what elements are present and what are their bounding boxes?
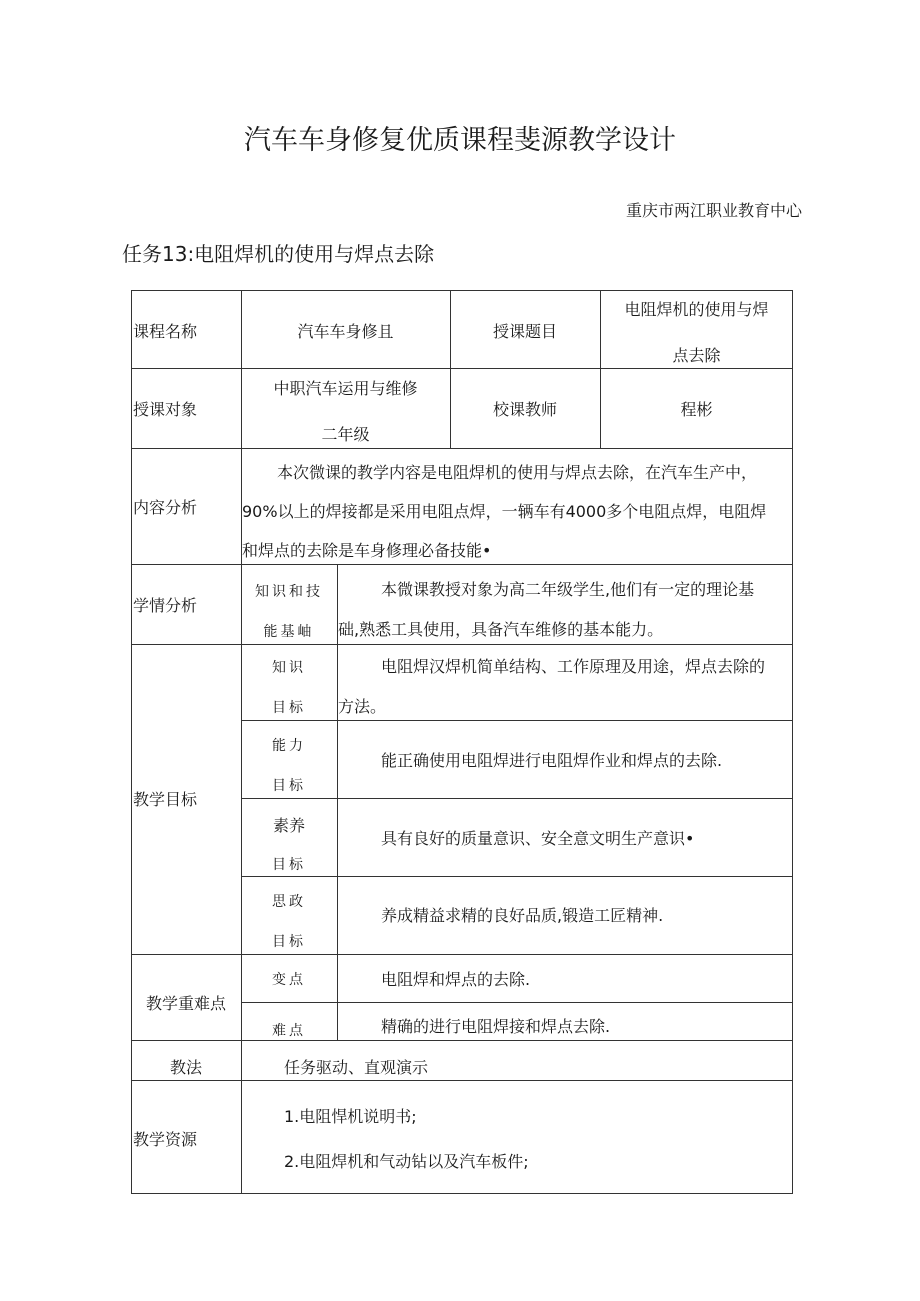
table-row-divider xyxy=(131,644,793,645)
topic-value-line1: 电阻焊机的使用与焊 xyxy=(624,300,769,319)
goal-quality-label-line1: 素养 xyxy=(272,816,305,835)
course-name-value: 汽车车身修且 xyxy=(297,322,394,341)
teaching-method-label: 教法 xyxy=(169,1058,202,1077)
resource-item-1: 1.电阻悍机说明书; xyxy=(284,1107,417,1126)
topic-value-line2: 点去除 xyxy=(672,346,721,365)
teaching-resources-label: 教学资源 xyxy=(133,1130,198,1149)
learner-analysis-line1: 本微课教授对象为高二年级学生,他们有一定的理论基 xyxy=(381,580,755,599)
teacher-value: 程彬 xyxy=(680,400,713,419)
goal-knowledge-line2: 方法。 xyxy=(338,697,387,716)
table-row-divider xyxy=(131,564,793,565)
difficult-point-text: 精确的进行电阻焊接和焊点去除. xyxy=(381,1017,611,1036)
resource-item-2: 2.电阻焊机和气动钻以及汽车板件; xyxy=(284,1152,529,1171)
table-row-divider xyxy=(241,1002,793,1003)
lesson-design-table xyxy=(131,290,793,1194)
topic-label: 授课题目 xyxy=(492,322,557,341)
goal-knowledge-label-line2: 目标 xyxy=(272,700,306,716)
table-row-divider xyxy=(241,876,793,877)
key-point-text: 电阻焊和焊点的去除. xyxy=(381,970,531,989)
learner-analysis-line2: 础,熟悉工具使用，具备汽车维修的基本能力。 xyxy=(338,620,664,639)
goal-ideology-text: 养成精益求精的良好品质,锻造工匠精神. xyxy=(381,906,664,925)
learner-sub-label-line1: 知识和技 xyxy=(255,584,323,600)
teaching-method-text: 任务驱动、直观演示 xyxy=(284,1058,429,1077)
table-row-divider xyxy=(241,798,793,799)
content-analysis-line3: 和焊点的去除是车身修理必备技能• xyxy=(242,541,492,560)
task-heading: 任务13:电阻焊机的使用与焊点去除 xyxy=(122,242,435,266)
goal-ideology-label-line2: 目标 xyxy=(272,934,306,950)
goal-ability-label-line2: 目标 xyxy=(272,778,306,794)
key-difficult-points-label: 教学重难点 xyxy=(145,994,226,1013)
teacher-label: 校课教师 xyxy=(492,400,557,419)
table-row-divider xyxy=(131,954,793,955)
content-analysis-line1: 本次微课的教学内容是电阻焊机的使用与焊点去除，在汽车生产中， xyxy=(277,463,758,482)
key-point-label: 变点 xyxy=(272,972,306,988)
learner-sub-label-line2: 能基岫 xyxy=(263,624,315,640)
goal-ability-label-line1: 能力 xyxy=(272,738,306,754)
content-analysis-label: 内容分析 xyxy=(133,498,198,517)
goal-ideology-label-line1: 思政 xyxy=(272,894,306,910)
goal-ability-text: 能正确使用电阻焊进行电阻焊作业和焊点的去除. xyxy=(381,751,723,770)
goal-knowledge-line1: 电阻焊汉焊机简单结构、工作原理及用途，焊点去除的 xyxy=(381,657,766,676)
teaching-goals-label: 教学目标 xyxy=(133,790,198,809)
organization-name: 重庆市两江职业教育中心 xyxy=(625,201,802,220)
goal-knowledge-label-line1: 知识 xyxy=(272,660,306,676)
difficult-point-label: 难点 xyxy=(272,1023,306,1039)
audience-value-line1: 中职汽车运用与维修 xyxy=(273,379,418,398)
audience-value-line2: 二年级 xyxy=(321,425,370,444)
table-row-divider xyxy=(241,720,793,721)
table-row-divider xyxy=(131,448,793,449)
table-border-top xyxy=(131,290,793,291)
course-name-label: 课程名称 xyxy=(133,322,198,341)
content-analysis-line2: 90%以上的焊接都是采用电阻点焊，一辆车有4000多个电阻点焊，电阻焊 xyxy=(242,502,767,521)
table-col-divider xyxy=(450,290,451,448)
table-row-divider xyxy=(131,1080,793,1081)
learner-analysis-label: 学情分析 xyxy=(133,596,198,615)
goal-quality-label-line2: 目标 xyxy=(272,857,306,873)
table-row-divider xyxy=(131,1040,793,1041)
goal-quality-text: 具有良好的质量意识、安全意文明生产意识• xyxy=(381,829,695,848)
table-row-divider xyxy=(131,368,793,369)
table-border-bottom xyxy=(131,1193,793,1194)
table-border-right xyxy=(792,290,793,1194)
audience-label: 授课对象 xyxy=(133,400,198,419)
document-title: 汽车车身修复优质课程斐源教学设计 xyxy=(244,125,676,156)
